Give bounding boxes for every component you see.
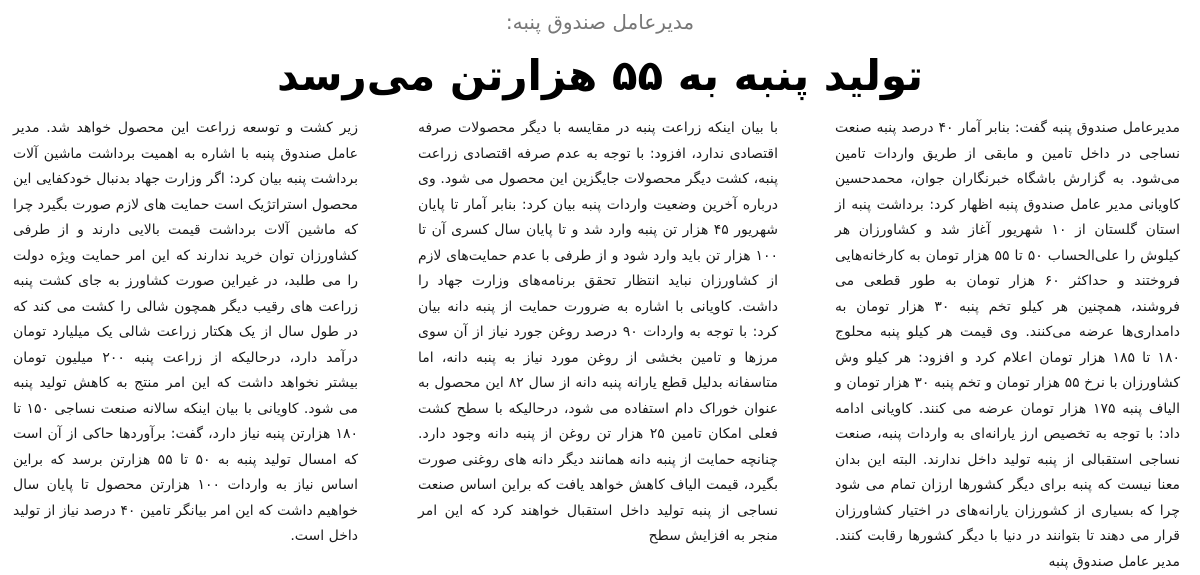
article-column-1: [835, 116, 1180, 570]
article-headline: تولید پنبه به ۵۵ هزارتن می‌رسد: [276, 51, 924, 100]
column-1-text: مدیرعامل صندوق پنبه گفت: بنابر آمار ۴۰ درصد پنبه صنعت نساجی در داخل تامین و مابقی از طریق واردات تامین می‌شود. به گزارش باشگاه خبرنگاران جوان، محمدحسین کاویانی مدیر عامل صندوق پنبه اظهار کرد: برداشت پنبه از استان گلستان از ۱۰ شهریور آغاز شد و کشاورزان هر کیلوش را علی‌الحساب ۵۰ تا ۵۵ هزار تومان به کارخانه‌هایی فروختند و حداکثر ۶۰ هزار تومان به طور قطعی می فروشند، همچنین هر کیلو تخم پنبه ۳۰ هزار تومان به دامداری‌ها عرضه می‌کنند. وی قیمت هر کیلو پنبه محلوج ۱۸۰ تا ۱۸۵ هزار تومان اعلام کرد و افزود: هر کیلو وش کشاورزان با نرخ ۵۵ هزار تومان و تخم پنبه ۳۰ هزار تومان و الیاف پنبه ۱۷۵ هزار تومان عرضه می کنند. کاویانی ادامه داد: با توجه به تخصیص ارز یارانه‌ای به واردات پنبه، صنعت نساجی استقبالی از پنبه تولید داخل ندارند. البته این بدان معنا نیست که پنبه برای دیگر کشورها ارزان تمام می شود چرا که بسیاری از کشورزان یارانه‌های در اختیار کشاورزان قرار می دهند تا بتوانند در دنیا با دیگر کشورها رقابت کنند. مدیر عامل صندوق پنبه: [835, 120, 1180, 570]
article-column-2: [418, 116, 779, 544]
column-2-text: با بیان اینکه زراعت پنبه در مقایسه با دیگر محصولات صرفه اقتصادی ندارد، افزود: با توجه به عدم صرفه اقتصادی زراعت پنبه، کشت دیگر محصولات جایگزین این محصول می شود. وی درباره آخرین وضعیت واردات پنبه بیان کرد: بنابر آمار تا پایان شهریور ۴۵ هزار تن پنبه وارد شد و تا پایان سال کسری آن تا ۱۰۰ هزار تن باید وارد شود و از طرفی با عدم حمایت‌های لازم از کشاورزان نباید انتظار تحقق برنامه‌های وزارت جهاد را داشت. کاویانی با اشاره به ضرورت حمایت از پنبه دانه بیان کرد: با توجه به واردات ۹۰ درصد روغن جورد نیاز از آن سوی مرزها و تامین بخشی از روغن مورد نیاز به پنبه دانه، اما متاسفانه بدلیل قطع یارانه پنبه دانه از سال ۸۲ این محصول به عنوان خوراک دام استفاده می شود، درحالیکه با سطح کشت فعلی امکان تامین ۲۵ هزار تن روغن از پنبه دانه وجود دارد. چنانچه حمایت از پنبه دانه همانند دیگر دانه های روغنی صورت بگیرد، قیمت الیاف کاهش خواهد یافت که براین اساس صنعت نساجی از پنبه تولید داخل استقبال خواهند کرد که این امر منجر به افزایش سطح: [418, 120, 779, 544]
article-column-3: [13, 116, 359, 544]
column-3-text: زیر کشت و توسعه زراعت این محصول خواهد شد. مدیر عامل صندوق پنبه با اشاره به اهمیت برداشت ماشین آلات برداشت پنبه بیان کرد: اگر وزارت جهاد بدنبال خودکفایی این محصول استراتژیک است حمایت های لازم صورت بگیرد چرا که ماشین آلات برداشت قیمت بالایی دارند و از طرفی کشاورزان توان خرید ندارند که این امر حمایت ویژه دولت را می طلبد، در غیراین صورت کشاورز به جای کشت پنبه زراعت های رقیب دیگر همچون شالی را کشت می کند که در طول سال از یک هکتار زراعت شالی یک میلیارد تومان درآمد دارد، درحالیکه از زراعت پنبه ۲۰۰ میلیون تومان بیشتر نخواهد داشت که این امر منتج به کاهش تولید پنبه می شود. کاویانی با بیان اینکه سالانه صنعت نساجی ۱۵۰ تا ۱۸۰ هزارتن پنبه نیاز دارد، گفت: برآوردها حاکی از آن است که امسال تولید پنبه به ۵۰ تا ۵۵ هزارتن برسد که براین اساس نیاز به واردات ۱۰۰ هزارتن محصول تا پایان سال خواهیم داشت که این امر بیانگر تامین ۴۰ درصد نیاز از تولید داخل است.: [13, 120, 359, 544]
article-subheading: مدیرعامل صندوق پنبه:: [505, 10, 695, 34]
